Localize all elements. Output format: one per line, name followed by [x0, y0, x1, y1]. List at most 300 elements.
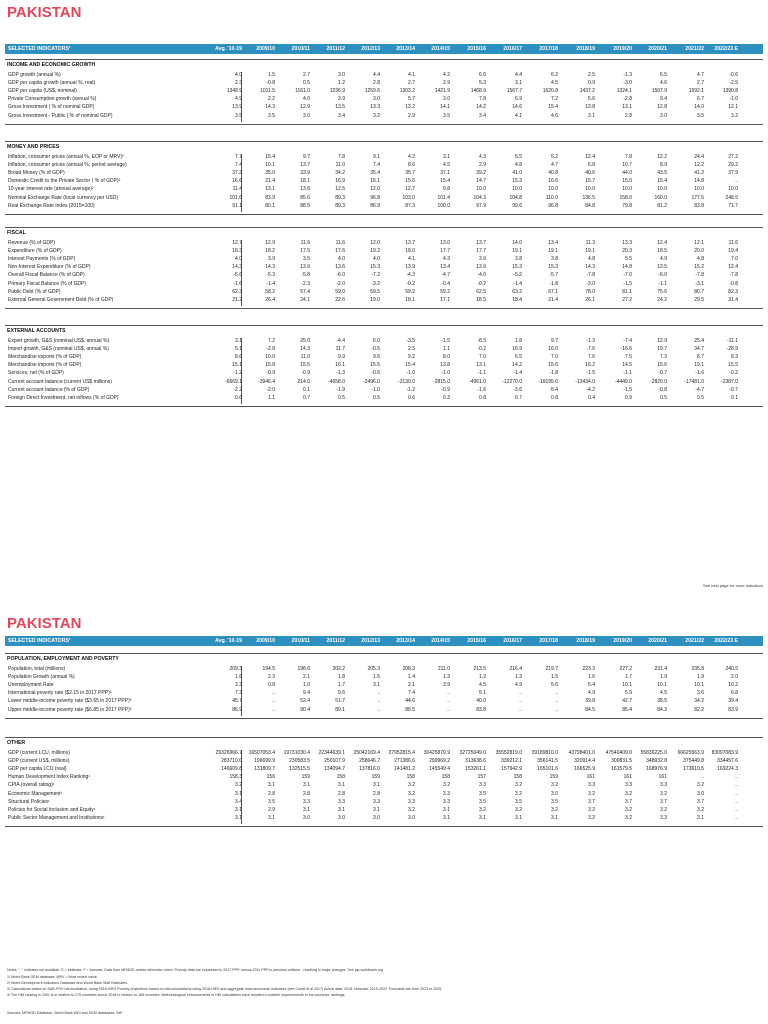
- row-value: 0.8: [268, 682, 275, 689]
- header-year: 2016/17: [503, 46, 522, 52]
- row-value: 26.1: [585, 296, 595, 303]
- row-value: -0.2: [477, 346, 486, 353]
- row-value: 1.4: [408, 674, 415, 681]
- header-year: Avg. '10-19: [215, 638, 242, 644]
- row-value: -0.6: [729, 72, 738, 78]
- row-label: Import growth, G&S (nominal US$, annual %): [8, 346, 109, 353]
- row-value: 99.6: [512, 202, 522, 209]
- row-value: 3.2: [515, 782, 522, 789]
- row-value: 5.3: [479, 80, 486, 87]
- row-value: 80.7: [694, 288, 704, 295]
- row-value: -7.8: [586, 272, 595, 279]
- footnote-2: 2/ World Development Indicators Database and World Bank Staff Estimates.: [7, 981, 129, 985]
- row-value: 59.0: [335, 288, 345, 295]
- table-row: [5, 337, 763, 345]
- row-value: 3.7: [697, 798, 704, 805]
- table-row: [5, 202, 763, 210]
- row-value: 39.8: [585, 698, 595, 705]
- row-value: ..: [555, 698, 558, 705]
- row-value: 3.4: [479, 112, 486, 119]
- row-value: 0.5: [338, 394, 345, 401]
- row-value: 35552819.0: [495, 750, 522, 756]
- row-label: Merchandise exports (% of GDP): [8, 354, 82, 361]
- row-value: 2.7: [697, 80, 704, 87]
- row-value: ..: [272, 698, 275, 705]
- row-value: 1.5: [551, 674, 558, 681]
- row-value: 3.3: [338, 798, 345, 805]
- row-value: 84.8: [585, 202, 595, 209]
- row-value: 18.1: [300, 178, 310, 185]
- row-value: -1.6: [477, 386, 486, 393]
- row-value: 1.8: [338, 674, 345, 681]
- row-value: 3.1: [515, 80, 522, 87]
- row-value: 7.4: [235, 162, 242, 169]
- row-value: 0.5: [697, 394, 704, 401]
- row-value: 2.8: [373, 80, 380, 87]
- row-value: 131809.7: [254, 766, 275, 773]
- row-value: 43798401.0: [568, 750, 595, 756]
- header-year: 2011/12: [326, 638, 345, 644]
- row-value: 15.4: [265, 154, 275, 160]
- row-value: ..: [735, 806, 738, 813]
- row-value: 9.7: [551, 338, 558, 344]
- row-value: 4.9: [235, 96, 242, 103]
- row-label: Population, total (millions): [8, 666, 66, 672]
- row-value: 34.2: [335, 170, 345, 177]
- row-value: 26.4: [265, 296, 275, 303]
- table-row: [5, 681, 763, 689]
- row-value: 13.0: [440, 240, 450, 246]
- row-value: -5.4: [549, 386, 558, 393]
- row-value: 82.3: [728, 288, 738, 295]
- row-value: 3.1: [303, 782, 310, 789]
- row-label: Upper middle-income poverty rate ($6.85 in 2017 PPP)³: [8, 706, 132, 713]
- table-row: [5, 185, 763, 193]
- row-value: 7.8: [338, 154, 345, 160]
- row-value: 3.5: [443, 112, 450, 119]
- row-value: 15.5: [300, 362, 310, 369]
- row-label: GDP (current LCU, millions): [8, 750, 70, 756]
- row-value: 15.8: [265, 362, 275, 369]
- row-value: 7.5: [625, 354, 632, 361]
- row-value: 101.4: [437, 194, 450, 201]
- row-value: 4.0: [303, 96, 310, 103]
- row-value: 3.3: [443, 790, 450, 797]
- table-row: [5, 369, 763, 377]
- row-value: 13.3: [370, 104, 380, 111]
- row-label: GDP (current US$, millions): [8, 758, 70, 765]
- row-value: 9.4: [660, 96, 667, 103]
- row-value: -3946.4: [258, 378, 275, 385]
- row-value: 12.2: [694, 162, 704, 169]
- row-value: 15.3: [548, 264, 558, 271]
- row-value: -4.7: [441, 272, 450, 279]
- row-value: 89.1: [335, 706, 345, 713]
- row-value: 1161.0: [295, 88, 310, 95]
- row-value: 4.8: [515, 162, 522, 169]
- row-value: 145549.4: [429, 766, 450, 773]
- row-value: 209.3: [229, 666, 242, 672]
- row-value: 12.1: [728, 104, 738, 111]
- row-label: Economic Management¹: [8, 790, 63, 797]
- row-value: 6.2: [551, 72, 558, 78]
- row-value: 1567.7: [506, 88, 522, 95]
- table-row: [5, 345, 763, 353]
- row-value: 14.7: [476, 178, 486, 185]
- row-value: 14.8: [622, 264, 632, 271]
- row-value: 15.3: [370, 264, 380, 271]
- row-value: 12.0: [370, 240, 380, 246]
- row-value: 136.5: [582, 194, 595, 201]
- row-value: 44.0: [622, 170, 632, 177]
- row-value: 2.7: [408, 80, 415, 87]
- row-value: 5.5: [625, 256, 632, 263]
- row-value: 1259.6: [364, 88, 380, 95]
- header-year: 2016/17: [503, 638, 522, 644]
- row-value: 4.1: [515, 112, 522, 119]
- row-value: 13.9: [405, 264, 415, 271]
- row-label: Expenditure (% of GDP): [8, 248, 62, 255]
- row-value: 13.6: [335, 264, 345, 271]
- table-row: [5, 239, 763, 247]
- row-value: -4.4: [336, 338, 345, 344]
- row-value: 3.2: [515, 806, 522, 813]
- row-value: 146609.8: [221, 766, 242, 773]
- header-year: 2010/11: [291, 638, 310, 644]
- row-value: 3.1: [588, 112, 595, 119]
- row-value: 205.3: [367, 666, 380, 672]
- row-value: 24.4: [694, 154, 704, 160]
- header-label: SELECTED INDICATORS¹: [8, 46, 71, 52]
- table-row: [5, 194, 763, 202]
- row-value: 3.9: [268, 256, 275, 263]
- row-value: 7.4: [373, 162, 380, 169]
- row-label: Services, net (% of GDP): [8, 370, 64, 377]
- row-value: -1.1: [477, 370, 486, 377]
- row-value: 159: [549, 774, 558, 781]
- row-value: 97.9: [476, 202, 486, 209]
- row-value: 4.5: [660, 690, 667, 697]
- row-value: 12.4: [657, 240, 667, 246]
- row-value: 18.2: [265, 248, 275, 255]
- row-value: -2815.0: [433, 378, 450, 385]
- footnote-general: Notes: ".." indicates not available. E = estimate, F = forecast. Data from MFMOD unless otherwise noted. Poverty data are expressed in 2017 PPP, versus 2011 PPP in previous editions - resulting in major changes. See pip.worldbank.org: [7, 968, 384, 972]
- row-value: 2.8: [338, 790, 345, 797]
- row-value: 300831.5: [611, 758, 632, 765]
- indicators-header-bar: [5, 44, 763, 54]
- row-value: 2.9: [479, 162, 486, 169]
- row-value: 2.2: [268, 96, 275, 103]
- row-value: 15.2: [694, 264, 704, 271]
- row-value: 1236.9: [329, 88, 345, 95]
- row-value: 3.2: [588, 806, 595, 813]
- row-value: 7.3: [660, 354, 667, 361]
- row-value: 4.9: [588, 690, 595, 697]
- row-value: 16.2: [585, 362, 595, 369]
- row-value: -0.5: [371, 346, 380, 353]
- row-value: 19.0: [370, 296, 380, 303]
- row-value: 5.1: [235, 346, 242, 353]
- row-value: 39189810.0: [531, 750, 558, 756]
- row-value: 15.5: [728, 362, 738, 369]
- row-label: Gross Investment ( % of nominal GDP): [8, 104, 95, 111]
- row-value: 5.4: [588, 682, 595, 689]
- row-value: 3.3: [479, 782, 486, 789]
- row-value: 3.1: [235, 338, 242, 344]
- row-value: -3.5: [406, 338, 415, 344]
- row-value: 13.1: [476, 362, 486, 369]
- row-value: 2.7: [303, 72, 310, 78]
- row-label: Domestic Credit to the Private Sector ( % of GDP)²: [8, 178, 121, 185]
- row-value: 34.2: [694, 698, 704, 705]
- footnote-4: 4/ The HDI ranking in 2001 is in relation to 175 countries and in 2018 in relation to 168 countries. Methodological enhancements in HDI calculations have resulted in notable improvements in the countries' rankings.: [7, 993, 346, 997]
- row-value: 4.5: [443, 162, 450, 169]
- row-value: -19195.0: [538, 378, 558, 385]
- row-value: 3.0: [303, 814, 310, 821]
- row-label: GDP per capita LCU (real): [8, 766, 67, 773]
- row-value: 2.1: [303, 674, 310, 681]
- table-row: [5, 280, 763, 288]
- row-value: 5.2: [551, 154, 558, 160]
- row-value: 12.2: [657, 154, 667, 160]
- row-value: 7.3: [235, 690, 242, 697]
- row-value: -0.9: [441, 386, 450, 393]
- row-value: 132515.5: [289, 766, 310, 773]
- row-value: 3.8: [551, 256, 558, 263]
- row-value: -1.2: [406, 386, 415, 393]
- table-row: [5, 177, 763, 185]
- row-value: 3.3: [443, 798, 450, 805]
- row-value: 3.5: [515, 798, 522, 805]
- table-row: [5, 689, 763, 697]
- row-value: 16507053.4: [248, 750, 275, 756]
- row-value: 3.1: [235, 814, 242, 821]
- header-year: 2018/19: [576, 638, 595, 644]
- row-value: 235.8: [691, 666, 704, 672]
- header-year: 2014/15: [431, 638, 450, 644]
- table-row: [5, 665, 763, 673]
- row-value: 5.6: [588, 96, 595, 103]
- row-value: 10.1: [265, 162, 275, 169]
- row-value: 78.0: [585, 288, 595, 295]
- row-value: -0.7: [729, 386, 738, 393]
- row-value: 153261.1: [465, 766, 486, 773]
- row-value: -16.6: [620, 346, 632, 353]
- row-value: 4.2: [408, 154, 415, 160]
- row-value: 12.9: [265, 240, 275, 246]
- row-value: -6669.1: [225, 378, 242, 385]
- row-value: 1437.2: [579, 88, 595, 95]
- row-value: -1.0: [441, 370, 450, 377]
- row-value: 8.6: [235, 354, 242, 361]
- row-value: -4.3: [406, 272, 415, 279]
- row-value: -1.0: [371, 386, 380, 393]
- row-value: 96.8: [548, 202, 558, 209]
- row-value: 5.6: [551, 682, 558, 689]
- row-value: 1.9: [660, 674, 667, 681]
- row-value: 11.0: [335, 162, 345, 169]
- table-row: [5, 790, 763, 798]
- row-value: -2.8: [623, 96, 632, 103]
- row-value: 3.0: [551, 790, 558, 797]
- table-row: [5, 798, 763, 806]
- header-year: 2014/15: [431, 46, 450, 52]
- row-label: Broad Money (% of GDP): [8, 170, 65, 177]
- row-value: 81.1: [622, 288, 632, 295]
- row-value: 37.1: [440, 170, 450, 177]
- row-value: 16.1: [370, 178, 380, 185]
- row-value: 3.1: [551, 814, 558, 821]
- row-label: Current account balance (current US$ millions): [8, 378, 112, 385]
- row-value: 84.3: [657, 706, 667, 713]
- row-value: 42.7: [622, 698, 632, 705]
- row-value: -2.2: [233, 386, 242, 393]
- row-value: -1.8: [549, 370, 558, 377]
- row-value: 37.9: [728, 170, 738, 177]
- row-value: 1.5: [268, 72, 275, 78]
- row-value: 3.0: [408, 814, 415, 821]
- row-value: 1.7: [625, 674, 632, 681]
- row-value: 4.5: [479, 682, 486, 689]
- row-value: 3.1: [235, 806, 242, 813]
- row-value: 299969.2: [429, 758, 450, 765]
- row-value: 14.0: [512, 240, 522, 246]
- row-value: 2.8: [625, 112, 632, 119]
- row-value: -2.0: [266, 386, 275, 393]
- row-value: 13.1: [265, 186, 275, 193]
- row-value: 29326966.7: [215, 750, 242, 756]
- row-label: External General Government Debt (% of GDP): [8, 296, 114, 303]
- row-value: 7.0: [479, 354, 486, 361]
- row-value: -1.1: [658, 280, 667, 287]
- row-value: 59.5: [370, 288, 380, 295]
- row-value: 3.7: [625, 798, 632, 805]
- row-value: 0.9: [625, 394, 632, 401]
- row-value: 1.3: [443, 674, 450, 681]
- table-row: [5, 749, 763, 757]
- row-value: 9.2: [408, 354, 415, 361]
- row-value: 1468.9: [470, 88, 486, 95]
- row-value: 2.8: [303, 790, 310, 797]
- header-year: 2019/20: [613, 46, 632, 52]
- row-value: 3.2: [408, 790, 415, 797]
- row-value: 2.8: [268, 790, 275, 797]
- row-value: -2387.0: [721, 378, 738, 385]
- row-value: 3.0: [660, 112, 667, 119]
- row-value: -1.2: [233, 370, 242, 377]
- row-value: -1.3: [623, 72, 632, 78]
- row-value: 30425879.9: [423, 750, 450, 756]
- row-label: Export growth, G&S (nominal US$, annual %): [8, 338, 110, 344]
- row-value: -3.0: [586, 280, 595, 287]
- row-value: 2.9: [443, 80, 450, 87]
- header-year: 2020/21: [648, 46, 667, 52]
- row-value: 10.7: [622, 162, 632, 169]
- row-value: 375449.8: [683, 758, 704, 765]
- row-value: ..: [377, 706, 380, 713]
- row-value: 12.9: [657, 338, 667, 344]
- footnote-1: 1/ World Bank GEM database; MRV = Most recent value.: [7, 975, 98, 979]
- row-value: -0.8: [266, 80, 275, 87]
- row-value: 4.0: [235, 256, 242, 263]
- row-value: 13.3: [622, 240, 632, 246]
- row-label: International poverty rate ($2.15 in 2017 PPP)³: [8, 690, 112, 697]
- row-value: -5.7: [549, 272, 558, 279]
- row-value: -7.2: [371, 272, 380, 279]
- row-value: -1.3: [586, 338, 595, 344]
- row-value: -3.6: [513, 386, 522, 393]
- header-year: 2015/16: [467, 638, 486, 644]
- row-value: 7.0: [551, 354, 558, 361]
- row-value: 1.0: [303, 682, 310, 689]
- row-value: 52.4: [300, 698, 310, 705]
- row-value: 3.3: [408, 798, 415, 805]
- row-value: 21.4: [265, 178, 275, 185]
- row-value: 27.2: [622, 296, 632, 303]
- row-value: -1.4: [513, 280, 522, 287]
- row-value: 13.9: [232, 104, 242, 111]
- row-value: 3.7: [660, 798, 667, 805]
- row-value: 22344639.1: [318, 750, 345, 756]
- row-value: 3.5: [479, 798, 486, 805]
- row-value: -1.0: [729, 96, 738, 103]
- row-label: Inflation, consumer prices (annual %, EOP or MRV)²: [8, 154, 124, 160]
- header-year: 2012/13: [361, 638, 380, 644]
- section-title: EXTERNAL ACCOUNTS: [7, 328, 66, 334]
- row-value: 14.3: [265, 264, 275, 271]
- row-value: 10.0: [512, 186, 522, 193]
- row-value: 3.0: [338, 814, 345, 821]
- row-value: -5.6: [233, 272, 242, 279]
- section-title: POPULATION, EMPLOYMENT AND POVERTY: [7, 656, 119, 662]
- row-value: 1.5: [373, 674, 380, 681]
- row-value: 10.1: [657, 682, 667, 689]
- row-value: 15.4: [440, 178, 450, 185]
- row-value: -3.2: [371, 280, 380, 287]
- row-label: Gross Investment - Public ( % of nominal GDP): [8, 112, 113, 119]
- row-value: 62.3: [232, 288, 242, 295]
- row-value: 3.2: [235, 782, 242, 789]
- row-value: 71.7: [728, 202, 738, 209]
- row-value: -1.9: [336, 386, 345, 393]
- row-value: 4.8: [697, 256, 704, 263]
- row-label: Public Sector Management and Institutions¹: [8, 814, 105, 821]
- row-value: -7.8: [695, 272, 704, 279]
- row-value: 4.1: [408, 72, 415, 78]
- row-value: ..: [555, 706, 558, 713]
- header-year: 2009/10: [256, 638, 275, 644]
- row-value: 12.4: [728, 264, 738, 271]
- table-row: [5, 706, 763, 714]
- row-value: 1348.9: [226, 88, 242, 95]
- header-year: 2018/19: [576, 46, 595, 52]
- row-value: 32725049.0: [459, 750, 486, 756]
- row-value: 39.2: [476, 170, 486, 177]
- row-value: 0.7: [515, 394, 522, 401]
- row-value: 0.5: [660, 394, 667, 401]
- row-value: 13.9: [300, 264, 310, 271]
- row-value: ..: [447, 698, 450, 705]
- row-value: 2.9: [408, 112, 415, 119]
- row-value: 134094.7: [324, 766, 345, 773]
- table-row: [5, 95, 763, 103]
- row-value: -12270.0: [502, 378, 522, 385]
- row-value: 3.1: [479, 814, 486, 821]
- table-row: [5, 765, 763, 773]
- row-value: 1592.1: [688, 88, 704, 95]
- row-value: -1.3: [336, 370, 345, 377]
- row-value: -0.9: [266, 370, 275, 377]
